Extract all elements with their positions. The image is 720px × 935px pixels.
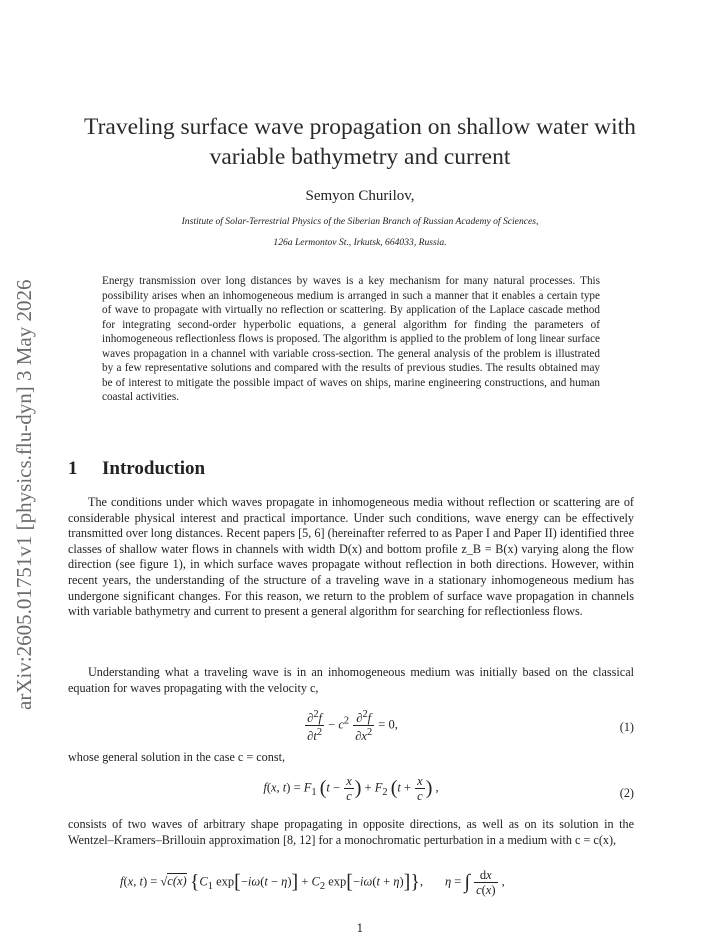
paper-title bbox=[40, 112, 680, 172]
intro-paragraph-2: Understanding what a traveling wave is in an inhomogeneous medium was initially based on the classical equation for waves propagating with the velocity c, bbox=[68, 665, 634, 695]
page-number: 1 bbox=[356, 922, 364, 935]
section-title: Introduction bbox=[102, 458, 206, 479]
text-whose-general-solution: whose general solution in the case c = const, bbox=[68, 750, 286, 764]
equation-1-body: $\frac{\partial^2f}{\partial t^2}$ − $c^2$ $\frac{\partial^2f}{\partial x^2}$ = 0, bbox=[307, 709, 398, 744]
intro-paragraph-1: The conditions under which waves propagate in inhomogeneous media without reflection or scattering are of considerable physical interest and practical importance. Under such conditions, wave energy can be effectively transmitted over long distances. Recent papers [5, 6] (hereinafter referred to as Paper I and Paper II) identified three classes of shallow water flows in channels with width D(x) and bottom profile z_B = B(x) varying along the flow direction (see figure 1), in which surface waves propagate without reflection in both directions. However, within recent years, the understanding of the structure of a traveling wave in a stationary inhomogeneous medium has undergone significant changes. For this reason, we return to the problem of surface wave propagation in channels with variable bathymetry and current to present a general algorithm for searching for reflectionless flows. bbox=[68, 495, 634, 619]
arxiv-identifier: arXiv:2605.01751v1 [physics.flu-dyn] 3 May 2026 bbox=[12, 279, 36, 710]
equation-3-body: f(x, t) = √c(x) {$C_1$ $\exp[-i\omega(t - \eta)] + C_2$ exp[−iω(t + η)]}, η = ∫ $\frac{dx}{c(x)}$ , bbox=[120, 868, 505, 897]
affiliation-line-1: Institute of Solar-Terrestrial Physics of the Siberian Branch of Russian Academy of Sciences, bbox=[181, 216, 539, 227]
affiliation-line-2: 126a Lermontov St., Irkutsk, 664033, Russia. bbox=[273, 237, 447, 248]
section-number: 1 bbox=[68, 458, 78, 479]
equation-1-number: (1) bbox=[619, 720, 634, 734]
equation-3 bbox=[68, 868, 634, 908]
section-heading bbox=[68, 458, 205, 480]
abstract: Energy transmission over long distances by waves is a key mechanism for many natural processes. This possibility arises when an inhomogeneous medium is arranged in such a manner that it enables a certain type of wave to propagate with virtually no reflection or scattering. By application of the Laplace cascade method for integrating second-order hyperbolic equations, a general algorithm for finding the parameters of inhomogeneous reflectionless flows is proposed. The algorithm is applied to the problem of long linear surface waves propagation in a channel with variable cross-section. The general analysis of the problem is illustrated by a few representative solutions and compared with the results of previous studies. The results obtained may be of interest to mitigate the possible impact of waves on ships, marine engineering constructions, and human coastal activities. bbox=[102, 275, 600, 403]
title-line-2: variable bathymetry and current bbox=[209, 144, 511, 170]
title-line-1: Traveling surface wave propagation on shallow water with bbox=[84, 114, 636, 140]
equation-2-number: (2) bbox=[619, 786, 634, 800]
author-name: Semyon Churilov, bbox=[305, 188, 415, 204]
equation-2 bbox=[68, 774, 634, 814]
text-consists-of-two-waves: consists of two waves of arbitrary shape propagating in opposite directions, as well as on its solution in the Wentzel–Kramers–Brillouin approximation [8, 12] for a monochromatic perturbation in a medium with c = c(x), bbox=[68, 817, 634, 847]
equation-1 bbox=[68, 708, 634, 748]
equation-2-body: f(x, $t) = F_1$ (t − $\frac{x}{c}$ ) + $F_2$ (t + $\frac{x}{c}$ ) , bbox=[263, 774, 439, 803]
